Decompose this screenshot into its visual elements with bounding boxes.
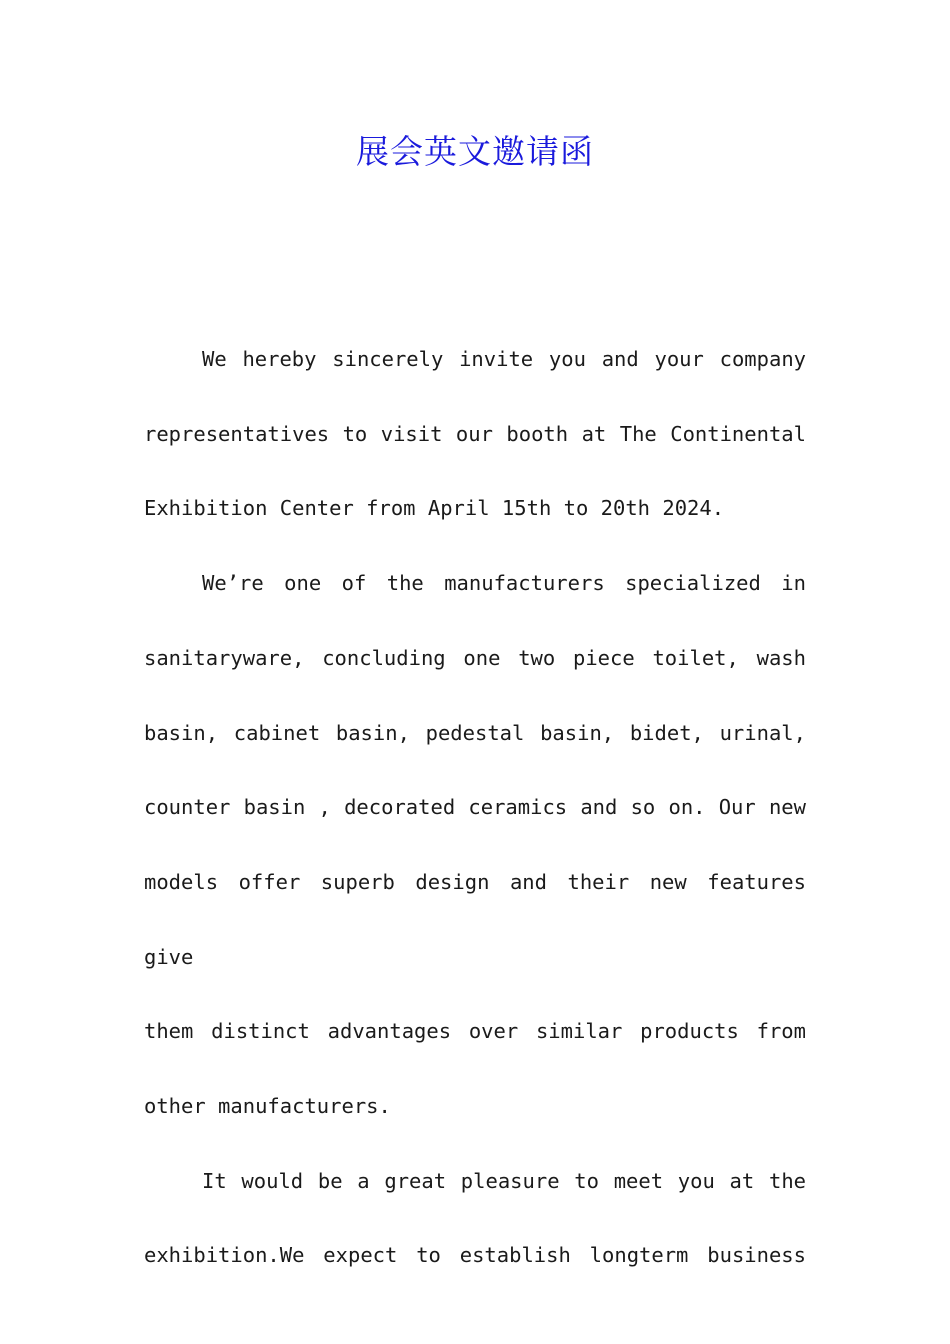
text-line: representatives to visit our booth at The Continental [144, 421, 806, 446]
text-line: We’re one of the manufacturers specialized in [202, 571, 806, 596]
text-line: sanitaryware, concluding one two piece toilet, wash [144, 645, 806, 670]
document-body [144, 322, 806, 1293]
text-line: It would be a great pleasure to meet you at the [202, 1168, 806, 1193]
text-line: models offer superb design and their new features give [144, 869, 806, 969]
text-line: counter basin , decorated ceramics and so on. Our new [144, 795, 806, 820]
paragraph-invitation [144, 322, 806, 546]
text-line: them distinct advantages over similar products from [144, 1019, 806, 1044]
text-line: exhibition.We expect to establish longterm business [144, 1243, 806, 1268]
text-line: basin, cabinet basin, pedestal basin, bidet, urinal, [144, 720, 806, 745]
paragraph-company-intro [144, 546, 806, 1144]
paragraph-closing [144, 1144, 806, 1293]
text-line: other manufacturers. [144, 1094, 391, 1119]
text-line: We hereby sincerely invite you and your company [202, 347, 806, 371]
text-line: Exhibition Center from April 15th to 20th 2024. [144, 496, 725, 521]
document-title: 展会英文邀请函 [356, 132, 594, 171]
